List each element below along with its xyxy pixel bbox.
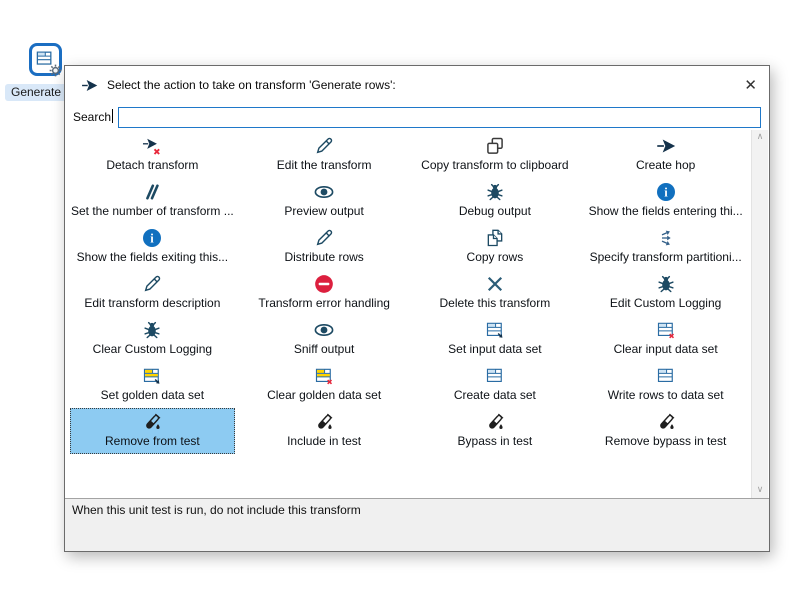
dialog-titlebar	[65, 66, 769, 104]
action-label: Edit transform description	[84, 296, 221, 310]
action-item[interactable]	[584, 362, 747, 408]
action-item[interactable]	[584, 132, 747, 178]
action-label: Write rows to data set	[607, 388, 724, 402]
action-item[interactable]	[70, 270, 235, 316]
bug-icon	[485, 182, 505, 202]
action-label: Remove from test	[105, 434, 200, 448]
text-caret	[112, 109, 113, 123]
scroll-up-icon[interactable]: ∧	[756, 132, 764, 142]
action-label: Debug output	[458, 204, 531, 218]
error-circle-icon	[314, 274, 334, 294]
transform-node-label: Generate	[5, 84, 67, 101]
close-icon[interactable]: ✕	[744, 75, 757, 94]
copy-clipboard-icon	[485, 136, 505, 156]
dataset-golden-set-icon	[142, 366, 162, 386]
pencil-icon	[314, 228, 334, 248]
action-item[interactable]	[243, 178, 406, 224]
test-tube-icon	[485, 412, 505, 432]
action-label: Edit Custom Logging	[609, 296, 722, 310]
action-item[interactable]	[584, 408, 747, 454]
dataset-clear-icon	[656, 320, 676, 340]
action-item[interactable]	[584, 224, 747, 270]
action-item[interactable]	[414, 270, 577, 316]
action-item[interactable]	[243, 224, 406, 270]
action-item[interactable]	[414, 224, 577, 270]
svg-text:i: i	[663, 185, 668, 200]
action-label: Transform error handling	[258, 296, 390, 310]
search-row	[65, 105, 769, 129]
action-label: Copy transform to clipboard	[421, 158, 569, 172]
delete-x-icon	[485, 274, 505, 294]
dataset-icon	[656, 366, 676, 386]
actions-grid	[66, 130, 751, 454]
action-label: Show the fields entering thi...	[588, 204, 743, 218]
action-label: Show the fields exiting this...	[76, 250, 229, 264]
pages-copy-icon	[485, 228, 505, 248]
action-item[interactable]	[414, 362, 577, 408]
action-label: Distribute rows	[284, 250, 364, 264]
action-item[interactable]	[414, 132, 577, 178]
vertical-scrollbar[interactable]	[751, 130, 768, 498]
gear-icon	[49, 64, 62, 77]
action-label: Remove bypass in test	[604, 434, 727, 448]
action-item[interactable]	[584, 316, 747, 362]
transform-node-generate-rows[interactable]	[11, 43, 62, 99]
bug-icon	[656, 274, 676, 294]
action-label: Specify transform partitioni...	[589, 250, 742, 264]
detach-transform-icon	[142, 136, 162, 156]
action-item[interactable]	[243, 270, 406, 316]
action-item[interactable]	[243, 408, 406, 454]
status-bar: When this unit test is run, do not include this transform	[65, 498, 769, 551]
action-item[interactable]	[584, 178, 747, 224]
dataset-icon	[485, 366, 505, 386]
transform-arrow-icon	[81, 77, 98, 94]
search-input[interactable]	[118, 107, 761, 128]
action-item[interactable]	[70, 178, 235, 224]
action-item[interactable]	[243, 362, 406, 408]
action-label: Create data set	[453, 388, 536, 402]
action-item[interactable]	[70, 362, 235, 408]
action-label: Delete this transform	[439, 296, 551, 310]
eye-icon	[314, 182, 334, 202]
action-label: Create hop	[635, 158, 696, 172]
action-item[interactable]	[414, 408, 577, 454]
pencil-icon	[142, 274, 162, 294]
action-item[interactable]	[70, 408, 235, 454]
action-label: Clear input data set	[613, 342, 718, 356]
action-label: Include in test	[287, 434, 362, 448]
svg-text:i: i	[150, 231, 155, 246]
hop-arrow-icon	[656, 136, 676, 156]
action-label: Copy rows	[466, 250, 524, 264]
action-label: Sniff output	[293, 342, 355, 356]
action-item[interactable]	[70, 316, 235, 362]
info-icon	[656, 182, 676, 202]
action-label: Clear golden data set	[267, 388, 382, 402]
bug-icon	[142, 320, 162, 340]
action-label: Set input data set	[448, 342, 542, 356]
dialog-title: Select the action to take on transform 'Generate rows':	[107, 78, 396, 92]
action-label: Set golden data set	[100, 388, 205, 402]
action-label: Bypass in test	[457, 434, 533, 448]
dataset-set-icon	[485, 320, 505, 340]
action-item[interactable]	[243, 316, 406, 362]
action-item[interactable]	[70, 132, 235, 178]
partition-arrows-icon	[656, 228, 676, 248]
pencil-icon	[314, 136, 334, 156]
scroll-down-icon[interactable]: ∨	[756, 485, 764, 495]
action-label: Clear Custom Logging	[92, 342, 213, 356]
action-item[interactable]	[584, 270, 747, 316]
parallel-slashes-icon	[142, 182, 162, 202]
action-label: Set the number of transform ...	[71, 204, 234, 218]
action-item[interactable]	[414, 316, 577, 362]
action-label: Edit the transform	[276, 158, 372, 172]
test-tube-icon	[314, 412, 334, 432]
action-label: Preview output	[284, 204, 364, 218]
transform-node-box	[29, 43, 62, 76]
action-item[interactable]	[243, 132, 406, 178]
action-item[interactable]	[414, 178, 577, 224]
action-label: Detach transform	[106, 158, 199, 172]
search-label: Search	[73, 110, 112, 124]
actions-list	[66, 130, 751, 498]
test-tube-icon	[656, 412, 676, 432]
action-item[interactable]	[70, 224, 235, 270]
info-icon	[142, 228, 162, 248]
test-tube-icon	[142, 412, 162, 432]
action-select-dialog	[64, 65, 770, 552]
eye-icon	[314, 320, 334, 340]
dataset-golden-clear-icon	[314, 366, 334, 386]
